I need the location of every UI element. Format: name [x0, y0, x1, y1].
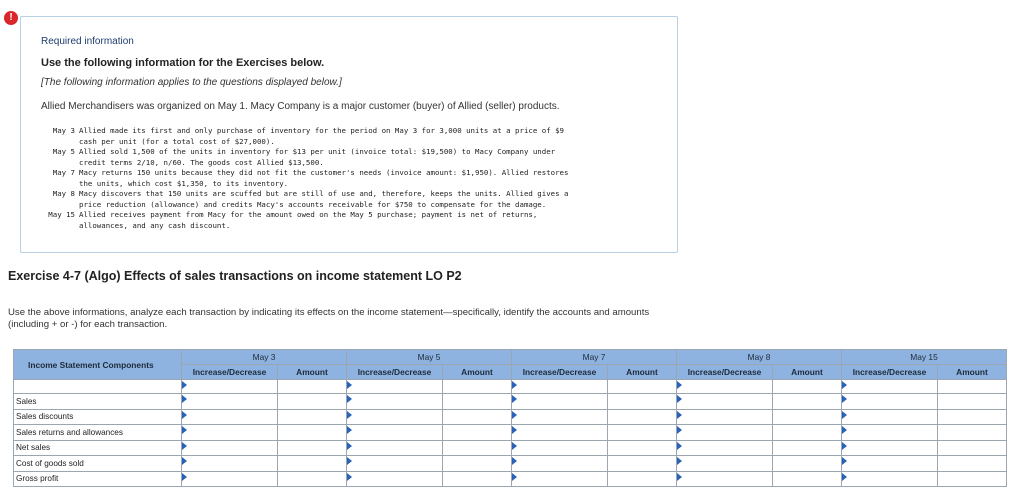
amount-input[interactable]: [608, 409, 677, 425]
amount-input[interactable]: [443, 456, 512, 472]
amount-header: Amount: [443, 365, 512, 380]
increase-decrease-select[interactable]: [182, 471, 278, 487]
amount-input[interactable]: [773, 425, 842, 441]
alert-icon: !: [4, 11, 18, 25]
amount-input[interactable]: [773, 380, 842, 394]
table-row: [14, 440, 1007, 456]
amount-input[interactable]: [938, 409, 1007, 425]
amount-header: Amount: [278, 365, 347, 380]
transaction-text: Macy discovers that 150 units are scuffed but are still of use and, therefore, keeps the units. Allied gives a price reduction (allowance) and credits Macy's accounts receivable for $750 to compensate for the damage.: [79, 189, 569, 209]
required-information-panel: [20, 16, 678, 253]
increase-decrease-select[interactable]: [347, 425, 443, 441]
increase-decrease-select[interactable]: [677, 380, 773, 394]
transaction-text: Macy returns 150 units because they did not fit the customer's needs (invoice amount: $1,950). Allied restores the units, which cost $1,350, to its inventory.: [79, 168, 569, 188]
amount-input[interactable]: [773, 409, 842, 425]
amount-header: Amount: [608, 365, 677, 380]
amount-input[interactable]: [773, 471, 842, 487]
amount-input[interactable]: [773, 394, 842, 410]
transaction-date: May 3: [52, 126, 75, 135]
increase-decrease-select[interactable]: [677, 440, 773, 456]
amount-input[interactable]: [773, 456, 842, 472]
amount-input[interactable]: [443, 394, 512, 410]
transaction-date: May 7: [52, 168, 75, 177]
information-heading: Use the following information for the Exercises below.: [41, 57, 325, 69]
amount-input[interactable]: [938, 471, 1007, 487]
increase-decrease-header: Increase/Decrease: [182, 365, 278, 380]
increase-decrease-select[interactable]: [182, 380, 278, 394]
amount-input[interactable]: [938, 394, 1007, 410]
amount-input[interactable]: [608, 456, 677, 472]
increase-decrease-header: Increase/Decrease: [347, 365, 443, 380]
transaction-item: [39, 210, 669, 231]
table-spacer-row: [14, 380, 1007, 394]
increase-decrease-select[interactable]: [842, 471, 938, 487]
increase-decrease-select[interactable]: [182, 394, 278, 410]
increase-decrease-select[interactable]: [347, 380, 443, 394]
increase-decrease-select[interactable]: [182, 425, 278, 441]
transaction-date: May 5: [52, 147, 75, 156]
date-column-header: May 8: [677, 350, 842, 365]
date-column-header: May 3: [182, 350, 347, 365]
spacer-label-cell: [14, 380, 182, 394]
increase-decrease-select[interactable]: [347, 394, 443, 410]
transaction-list: [39, 126, 669, 231]
amount-input[interactable]: [443, 380, 512, 394]
information-note: [The following information applies to the questions displayed below.]: [41, 77, 342, 88]
transaction-item: [39, 147, 669, 168]
row-label: Cost of goods sold: [14, 456, 182, 472]
increase-decrease-select[interactable]: [677, 425, 773, 441]
income-statement-table: [13, 349, 1007, 487]
increase-decrease-header: Increase/Decrease: [512, 365, 608, 380]
increase-decrease-select[interactable]: [512, 440, 608, 456]
transaction-date: May 15: [48, 210, 75, 219]
amount-input[interactable]: [278, 425, 347, 441]
table-row: [14, 471, 1007, 487]
increase-decrease-select[interactable]: [842, 394, 938, 410]
increase-decrease-select[interactable]: [842, 456, 938, 472]
row-label: Sales discounts: [14, 409, 182, 425]
exercise-instructions: Use the above informations, analyze each transaction by indicating its effects on the income statement—specifically, identify the accounts and amounts (including + or -) for each transaction.: [8, 307, 650, 330]
amount-input[interactable]: [443, 440, 512, 456]
transaction-item: [39, 168, 669, 189]
amount-input[interactable]: [938, 456, 1007, 472]
increase-decrease-select[interactable]: [182, 456, 278, 472]
amount-input[interactable]: [443, 425, 512, 441]
transaction-item: [39, 189, 669, 210]
component-column-header: Income Statement Components: [14, 350, 182, 380]
increase-decrease-select[interactable]: [842, 380, 938, 394]
increase-decrease-header: Increase/Decrease: [677, 365, 773, 380]
row-label: Sales returns and allowances: [14, 425, 182, 441]
increase-decrease-select[interactable]: [842, 409, 938, 425]
table-row: [14, 425, 1007, 441]
amount-input[interactable]: [278, 380, 347, 394]
transaction-text: Allied made its first and only purchase of inventory for the period on May 3 for 3,000 units at a price of $9 cash per unit (for a total cost of $27,000).: [79, 126, 564, 146]
exercise-title: Exercise 4-7 (Algo) Effects of sales transactions on income statement LO P2: [8, 269, 462, 283]
transaction-item: [39, 126, 669, 147]
date-column-header: May 5: [347, 350, 512, 365]
amount-header: Amount: [938, 365, 1007, 380]
transaction-text: Allied sold 1,500 of the units in inventory for $13 per unit (invoice total: $19,500) to Macy Company under credit terms 2/10, n/60. The goods cost Allied $13,500.: [79, 147, 556, 167]
increase-decrease-select[interactable]: [347, 440, 443, 456]
increase-decrease-select[interactable]: [512, 394, 608, 410]
required-information-title: Required information: [41, 36, 134, 47]
transaction-date: May 8: [52, 189, 75, 198]
increase-decrease-select[interactable]: [677, 394, 773, 410]
transaction-text: Allied receives payment from Macy for the amount owed on the May 5 purchase; payment is net of returns, allowances, and any cash discount.: [79, 210, 538, 230]
amount-input[interactable]: [443, 409, 512, 425]
row-label: Gross profit: [14, 471, 182, 487]
increase-decrease-select[interactable]: [842, 440, 938, 456]
amount-input[interactable]: [938, 425, 1007, 441]
increase-decrease-select[interactable]: [512, 456, 608, 472]
increase-decrease-select[interactable]: [347, 456, 443, 472]
amount-input[interactable]: [278, 409, 347, 425]
increase-decrease-select[interactable]: [182, 440, 278, 456]
row-label: Net sales: [14, 440, 182, 456]
amount-input[interactable]: [443, 471, 512, 487]
date-column-header: May 7: [512, 350, 677, 365]
increase-decrease-select[interactable]: [182, 409, 278, 425]
information-intro: Allied Merchandisers was organized on May 1. Macy Company is a major customer (buyer) of Allied (seller) products.: [41, 101, 560, 112]
increase-decrease-select[interactable]: [677, 456, 773, 472]
increase-decrease-select[interactable]: [512, 409, 608, 425]
increase-decrease-select[interactable]: [347, 471, 443, 487]
amount-input[interactable]: [608, 425, 677, 441]
amount-header: Amount: [773, 365, 842, 380]
increase-decrease-select[interactable]: [512, 471, 608, 487]
amount-input[interactable]: [938, 440, 1007, 456]
date-column-header: May 15: [842, 350, 1007, 365]
increase-decrease-select[interactable]: [677, 409, 773, 425]
amount-input[interactable]: [608, 471, 677, 487]
table-row: [14, 456, 1007, 472]
table-row: [14, 394, 1007, 410]
amount-input[interactable]: [608, 440, 677, 456]
amount-input[interactable]: [278, 471, 347, 487]
amount-input[interactable]: [773, 440, 842, 456]
increase-decrease-select[interactable]: [347, 409, 443, 425]
amount-input[interactable]: [278, 456, 347, 472]
amount-input[interactable]: [938, 380, 1007, 394]
amount-input[interactable]: [278, 394, 347, 410]
amount-input[interactable]: [278, 440, 347, 456]
increase-decrease-header: Increase/Decrease: [842, 365, 938, 380]
amount-input[interactable]: [608, 380, 677, 394]
increase-decrease-select[interactable]: [512, 425, 608, 441]
increase-decrease-select[interactable]: [512, 380, 608, 394]
increase-decrease-select[interactable]: [677, 471, 773, 487]
table-row: [14, 409, 1007, 425]
amount-input[interactable]: [608, 394, 677, 410]
row-label: Sales: [14, 394, 182, 410]
increase-decrease-select[interactable]: [842, 425, 938, 441]
